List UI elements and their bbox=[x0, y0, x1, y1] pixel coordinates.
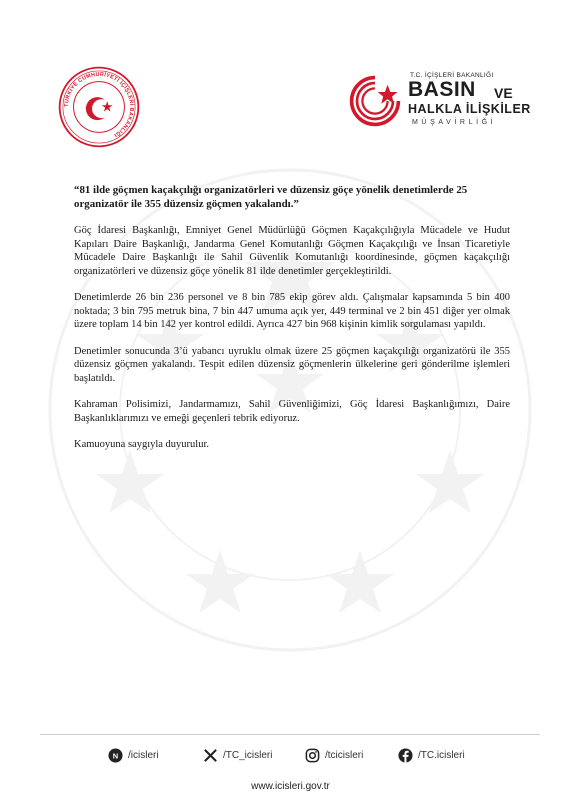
press-office-emblem bbox=[348, 74, 402, 128]
social-label: /TC.icisleri bbox=[418, 749, 465, 761]
paragraph: Denetimlerde 26 bin 236 personel ve 8 bin 785 ekip görev aldı. Çalışmalar kapsamında 5 bin 400 noktada; 3 bin 795 metruk bina, 7 bin 447 umuma açık yer, 449 terminal ve 2 bin 451 diğer yer olmak üzere toplam 14 bin 142 yer kontrol edildi. Ayrıca 427 bin 968 kişinin kimlik sorgulaması yapıldı. bbox=[74, 292, 510, 330]
brand-subtitle: T.C. İÇİŞLERİ BAKANLIĞI bbox=[410, 72, 494, 79]
press-release-body bbox=[74, 183, 510, 465]
website-link[interactable]: www.icisleri.gov.tr bbox=[251, 781, 330, 792]
paragraph: Denetimler sonucunda 3’ü yabancı uyruklu olmak üzere 25 göçmen kaçakçılığı organizatörü ile 355 düzensiz göçmen yakalandı. Tespit edilen düzensiz göçmenlerin ülkelerine geri gönderilme işlemleri başlatıldı. bbox=[74, 345, 510, 384]
press-release-title: “81 ilde göçmen kaçakçılığı organizatörleri ve düzensiz göçe yönelik denetimlerde 25 organizatör ile 355 düzensiz göçmen yakalandı.” bbox=[74, 184, 468, 210]
social-link-nsosyal[interactable] bbox=[108, 745, 159, 765]
instagram-icon bbox=[305, 748, 320, 763]
seal-text: TÜRKİYE CUMHURİYETİ İÇİŞLERİ BAKANLIĞI bbox=[63, 71, 135, 138]
social-link-facebook[interactable] bbox=[398, 745, 465, 765]
brand-line-musavirligi: MÜŞAVİRLİĞİ bbox=[412, 119, 497, 126]
brand-line-ve: VE bbox=[494, 85, 513, 101]
brand-line-halkla: HALKLA İLİŞKİLER bbox=[408, 102, 531, 116]
press-office-logo bbox=[346, 66, 536, 132]
nsosyal-icon bbox=[108, 748, 123, 763]
social-label: /tcicisleri bbox=[325, 749, 364, 761]
paragraph: Kamuoyuna saygıyla duyurulur. bbox=[74, 439, 210, 450]
svg-text:N: N bbox=[112, 750, 119, 760]
social-links bbox=[108, 745, 488, 765]
paragraph: Kahraman Polisimizi, Jandarmamızı, Sahil Güvenliğimizi, Göç İdaresi Başkanlığımızı, Daire Başkanlıklarımızı ve emeği geçenleri tebrik ediyoruz. bbox=[74, 399, 510, 424]
social-link-x[interactable] bbox=[203, 745, 272, 765]
ministry-seal-logo bbox=[58, 66, 140, 148]
paragraph: Göç İdaresi Başkanlığı, Emniyet Genel Müdürlüğü Göçmen Kaçakçılığıyla Mücadele ve Hudut Kapıları Daire Başkanlığı, Jandarma Genel Komutanlığı Göçmen Kaçakçılığı ve İnsan Ticaretiyle Mücadele Daire Başkanlığı ile Sahil Güvenlik Komutanlığı koordinesinde, göçmen kaçakçılığı organizatörleri ve düzensiz göçe yönelik 81 ilde denetimler gerçekleştirildi. bbox=[74, 225, 510, 277]
social-label: /icisleri bbox=[128, 749, 159, 761]
x-icon bbox=[203, 748, 218, 763]
footer-divider bbox=[40, 734, 540, 735]
social-label: /TC_icisleri bbox=[223, 749, 273, 761]
social-link-instagram[interactable] bbox=[305, 745, 363, 765]
facebook-icon bbox=[398, 748, 413, 763]
brand-line-basin: BASIN bbox=[408, 78, 476, 101]
